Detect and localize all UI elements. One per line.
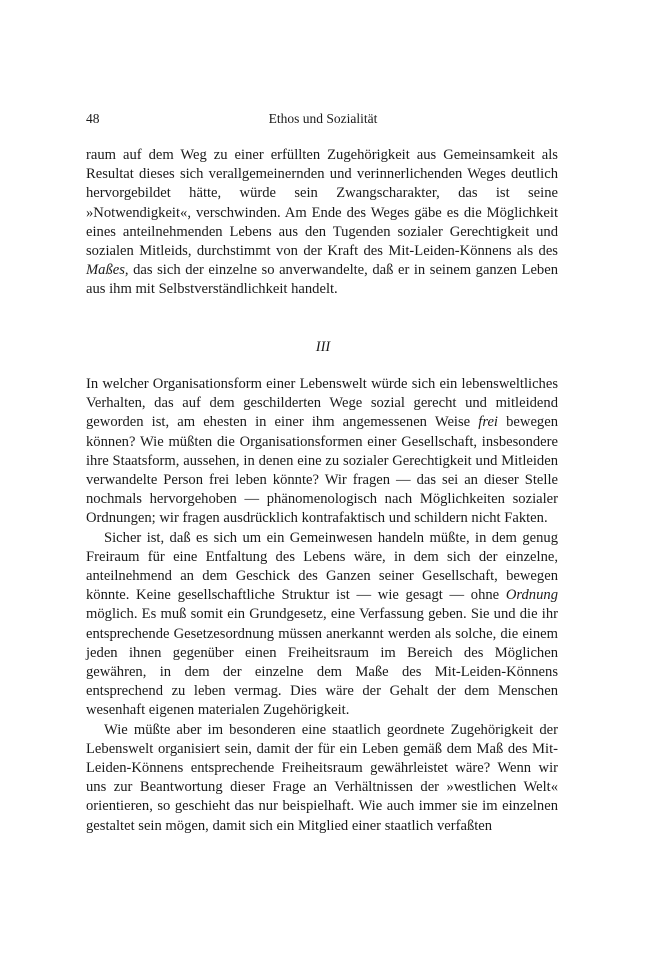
paragraph-2 bbox=[86, 529, 558, 721]
paragraph-text bbox=[86, 146, 558, 300]
paragraph-1 bbox=[86, 375, 558, 529]
continuation-paragraph bbox=[86, 146, 558, 300]
section-body bbox=[86, 375, 558, 836]
emphasis: frei bbox=[478, 414, 498, 431]
page-header bbox=[86, 111, 560, 131]
text-run: bewegen können? Wie müßten die Organisationsformen einer Gesellschaft, insbesondere ihre Staatsform, aussehen, in denen eine zu sozialer Gerechtigkeit und Mitleiden verwandelte Person frei leben könnte? Wir fragen — das sei an dieser Stelle nochmals hervorgehoben — phänomenologisch nach Möglichkeiten sozialer Ordnungen; wir fragen ausdrücklich kontrafaktisch und schildern nicht Fakten. bbox=[86, 414, 558, 527]
running-title: Ethos und Sozialität bbox=[268, 111, 378, 126]
text-run: , das sich der einzelne so anverwandelte, daß er in seinem ganzen Leben aus ihm mit Selbstverständlichkeit handelt. bbox=[86, 262, 558, 298]
paragraph-3: Wie müßte aber im besonderen eine staatlich geordnete Zugehörigkeit der Lebenswelt organisiert sein, damit der für ein Leben gemäß dem Maß des Mit-Leiden-Könnens entsprechende Freiheitsraum gewährleistet wäre? Wenn wir uns zur Beantwortung dieser Frage an Verhältnissen der »westlichen Welt« orientieren, so geschieht das nur beispielhaft. Wie auch immer sie im einzelnen gestaltet sein mögen, damit sich ein Mitglied einer staatlich verfaßten bbox=[86, 721, 558, 834]
text-run: Sicher ist, daß es sich um ein Gemeinwesen handeln müßte, in dem genug Freiraum für eine Entfaltung des Lebens wäre, in dem sich der einzelne, anteilnehmend an dem Geschick des Ganzen seiner Gesellschaft, bewegen könnte. Keine gesellschaftliche Struktur ist — wie gesagt — ohne bbox=[86, 529, 558, 604]
page-number: 48 bbox=[86, 111, 100, 126]
section-heading: III bbox=[315, 339, 331, 355]
text-run: In welcher Organisationsform einer Lebenswelt würde sich ein lebensweltliches Verhalten, das auf dem geschilderten Wege sozial gerecht und mitleidend geworden ist, am ehesten in einer ihm angemessenen Weise bbox=[86, 376, 558, 431]
emphasis: Maßes bbox=[86, 262, 125, 279]
text-run: möglich. Es muß somit ein Grundgesetz, eine Verfassung geben. Sie und die ihr entsprechende Gesetzesordnung müssen anerkannt werden als solche, die einem jeden ihnen gegenüber einen Freiheitsraum im Bereich des Möglichen gewähren, in dem der einzelne dem Maße des Mit-Leiden-Könnens entsprechend zu leben vermag. Dies wäre der Gehalt der dem Menschen wesenhaft eigenen materialen Zugehörigkeit. bbox=[86, 606, 558, 719]
text-run: raum auf dem Weg zu einer erfüllten Zugehörigkeit aus Gemeinsamkeit als Resultat dieses sich verallgemeinernden und verinnerlichenden Weges deutlich hervorgebildet hätte, würde sein Zwangscharakter, das ist seine »Notwendigkeit«, verschwinden. Am Ende des Weges gäbe es die Möglichkeit eines anteilnehmenden Lebens aus den Tugenden sozialer Gerechtigkeit und sozialen Mitleids, durchstimmt von der Kraft des Mit-Leiden-Könnens als des bbox=[86, 147, 558, 260]
emphasis: Ordnung bbox=[505, 587, 558, 604]
